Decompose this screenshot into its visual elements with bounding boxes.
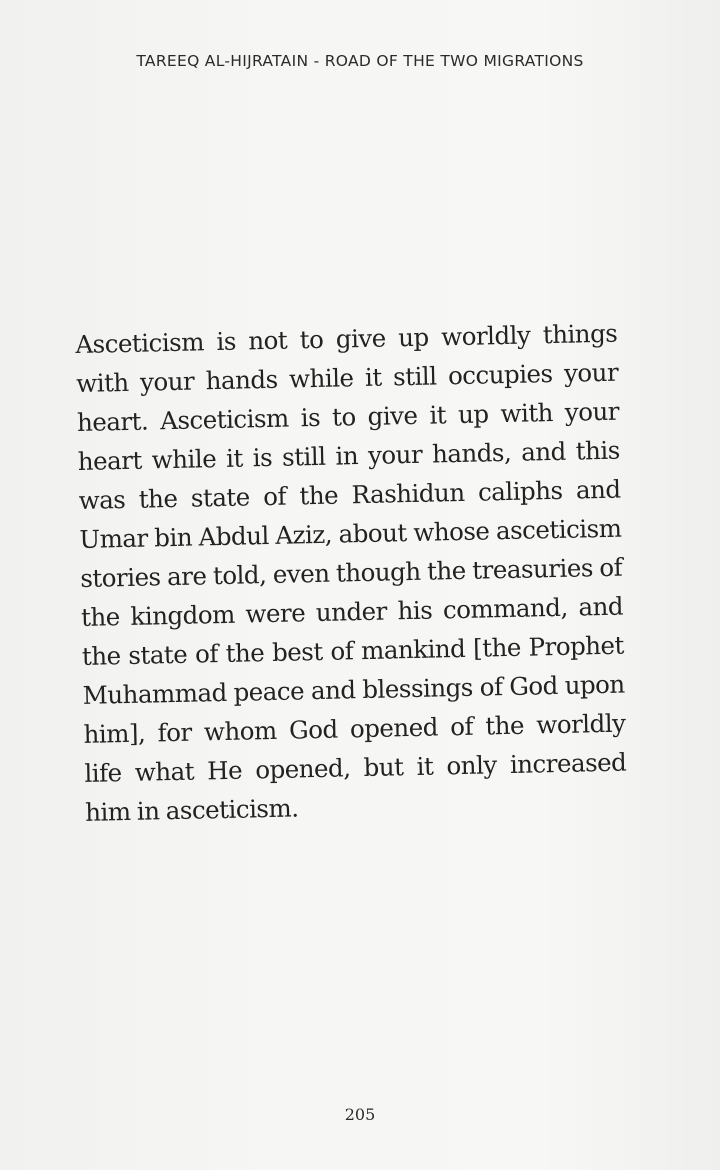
- running-header: TAREEQ AL-HIJRATAIN - ROAD OF THE TWO MIGRATIONS: [136, 52, 584, 70]
- body-paragraph: Asceticism is not to give up worldly things with your hands while it still occupies your heart. Asceticism is to give it up with your heart while it is still in your hands, and this was the state of the Rashidun caliphs and Umar bin Abdul Aziz, about whose asceticism stories are told, even though the treasuries of the kingdom were under his command, and the state of the best of mankind [the Prophet Muhammad peace and blessings of God upon him], for whom God opened of the worldly life what He opened, but it only increased him in asceticism.: [75, 318, 627, 827]
- page-number: 205: [344, 1105, 376, 1124]
